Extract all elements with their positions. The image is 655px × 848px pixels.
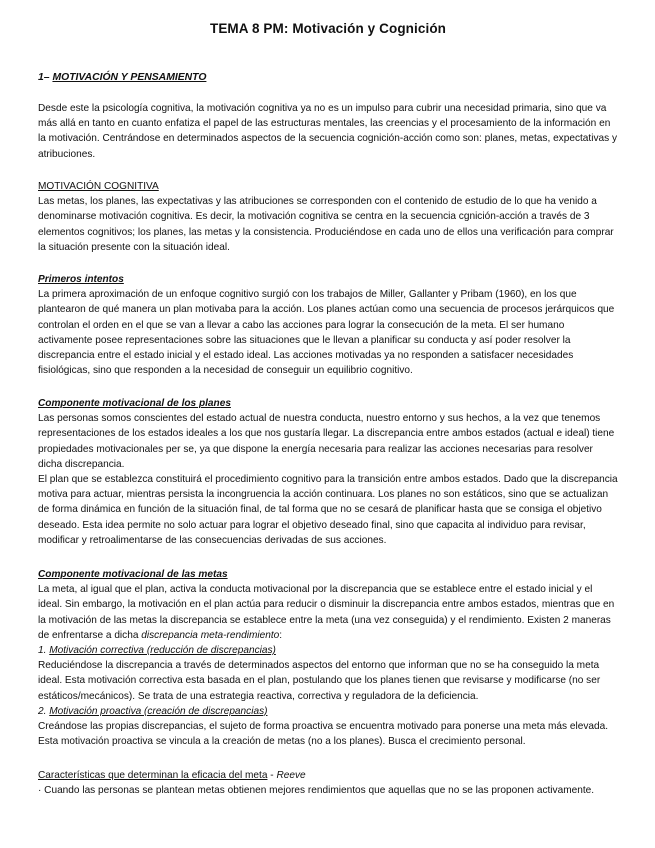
componente-metas-text-main: La meta, al igual que el plan, activa la conducta motivacional por la discrepancia que se establece entre el estado inicial y el ideal. Sin embargo, la motivación en el plan actúa para reducir o disminuir la discrepancia entre ambos estados, mientras que en la motivación de las metas la discrepancia se establece entre la meta (una vez conseguida) y el rendimiento. Existen 2 maneras de enfrentarse a dicha	[38, 584, 615, 641]
primeros-intentos-block	[38, 272, 618, 378]
componente-metas-heading: Componente motivacional de las metas	[38, 569, 228, 580]
caracteristicas-block	[38, 768, 618, 798]
primeros-intentos-text: La primera aproximación de un enfoque cognitivo surgió con los trabajos de Miller, Gallanter y Pribam (1960), en los que plantearon de qué manera un plan motivaba para la acción. Los planes actúan como una secuencia de procesos jerárquicos que controlan el orden en el que se van a llevar a cabo las acciones para lograr la consecución de la meta. El ser humano activamente posee representaciones sobre las situaciones que le llevan a planificar su conducta y así poder resolver la discrepancia entre el estado inicial y el estado ideal. Las acciones motivadas ya no responden a satisfacer necesidades fisiológicas, sino que responden a la necesidad de conseguir un equilibrio cognitivo.	[38, 289, 615, 377]
document-title: TEMA 8 PM: Motivación y Cognición	[209, 21, 447, 36]
componente-planes-heading: Componente motivacional de los planes	[38, 398, 231, 409]
componente-planes-block	[38, 396, 618, 548]
section-1-heading	[38, 70, 618, 85]
item-1-title: Motivación correctiva (reducción de discrepancias)	[49, 645, 276, 657]
componente-metas-block	[38, 567, 618, 749]
section-1-heading-block	[38, 70, 618, 85]
componente-planes-text-1: Las personas somos conscientes del estado actual de nuestra conducta, nuestro entorno y sus hechos, a la vez que tenemos representaciones de los estados ideales a los que nos gustaría llegar. La discrepancia entre ambos estados (actual e ideal) tiene propiedades motivacionales per se, ya que dispone la energía necesaria para realizar las acciones necesarias para resolver dicha discrepancia.	[38, 413, 615, 470]
motivacion-cognitiva-text: Las metas, los planes, las expectativas y las atribuciones se corresponden con el contenido de estudio de lo que ha venido a denominarse motivación cognitiva. Es decir, la motivación cognitiva se centra en la secuencia cgnición-acción a través de 3 elementos cognitivos; los planes, las metas y la consistencia. Produciéndose en cada uno de ellos una verificación para comprar la situación presente con la situación ideal.	[38, 196, 614, 253]
caracteristicas-heading	[38, 768, 618, 783]
componente-planes-text-2: El plan que se establezca constituirá el procedimiento cognitivo para la transición entre ambos estados. Dado que la discrepancia motiva para actuar, mientras persista la incongruencia la acción continuara. Los planes no son estáticos, sino que se actualizan de forma dinámica en función de la situación final, de tal forma que no se cesará de planificar hasta que se consiga el objetivo deseado. Esta idea permite no solo actuar para lograr el objetivo deseado final, sino que capacita al individuo para revisar, modificar y retroalimentarse de las consecuencias derivadas de sus acciones.	[38, 474, 618, 546]
item-2-title: Motivación proactiva (creación de discrepancias)	[49, 705, 268, 717]
item-1-text: Reduciéndose la discrepancia a través de determinados aspectos del entorno que informan que no se ha conseguido la meta ideal. Esta motivación correctiva esta basada en el plan, postulando que los planes tienen que revisarse y modificarse (no ser estáticos/mecánicos). Se trata de una estrategia reactiva, correctiva y reguladora de la deficiencia.	[38, 660, 601, 702]
primeros-intentos-heading: Primeros intentos	[38, 274, 124, 285]
caracteristicas-author: Reeve	[276, 770, 306, 781]
item-2-text: Creándose las propias discrepancias, el sujeto de forma proactiva se encuentra motivado para ponerse una meta más elevada. Esta motivación proactiva se vincula a la creación de metas (no a los planes). Busca el crecimiento personal.	[38, 721, 609, 748]
componente-metas-text-italic: discrepancia meta-rendimiento	[141, 629, 280, 641]
intro-paragraph-block	[38, 101, 618, 162]
item-2-number: 2.	[38, 705, 50, 717]
componente-metas-text-colon: :	[279, 629, 283, 641]
item-1-number: 1.	[38, 645, 50, 657]
motivacion-cognitiva-heading: MOTIVACIÓN COGNITIVA	[38, 181, 159, 192]
caracteristicas-title: Características que determinan la eficacia del meta	[38, 770, 268, 781]
motivacion-cognitiva-block	[38, 179, 618, 255]
item-2-heading	[38, 704, 618, 719]
caracteristicas-dash: -	[267, 770, 277, 781]
intro-paragraph: Desde este la psicología cognitiva, la motivación cognitiva ya no es un impulso para cubrir una necesidad primaria, sino que va más allá en tanto en cuanto enfatiza el papel de las estructuras mentales, las creencias y el procesamiento de la información en la motivación. Centrándose en determinados aspectos de la secuencia cognición-acción como son: planes, metas, expectativas y atribuciones.	[38, 103, 618, 160]
item-1-heading	[38, 643, 618, 658]
section-1-title: MOTIVACIÓN Y PENSAMIENTO	[52, 72, 207, 83]
section-1-number: 1–	[38, 72, 53, 83]
componente-metas-text	[38, 582, 618, 643]
caracteristicas-bullet: · Cuando las personas se plantean metas obtienen mejores rendimientos que aquellas que no se las proponen activamente.	[38, 785, 595, 797]
